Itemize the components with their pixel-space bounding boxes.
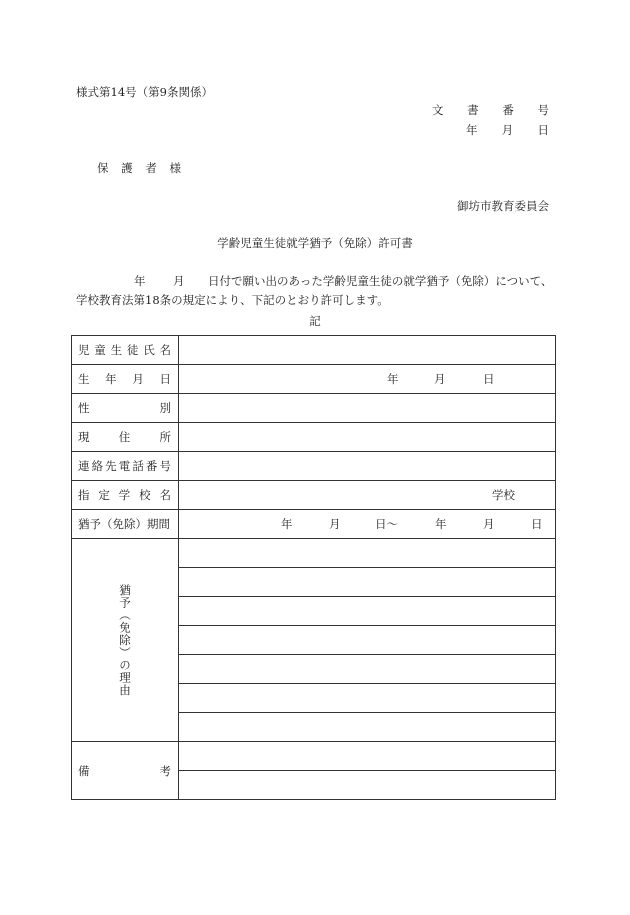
address-label: 現 住 所 [72, 423, 179, 452]
reason-line[interactable] [179, 539, 556, 568]
sex-field[interactable] [179, 394, 556, 423]
reason-line[interactable] [179, 684, 556, 713]
ki-marker: 記 [309, 314, 321, 328]
document-number-label: 文 書 番 号 [432, 103, 549, 117]
address-field[interactable] [179, 423, 556, 452]
school-label: 指 定 学 校 名 [72, 481, 179, 510]
form-id: 様式第14号（第9条関係） [76, 85, 213, 99]
table-row [72, 423, 556, 452]
issuer-name: 御坊市教育委員会 [457, 199, 549, 213]
body-line-1: 年 月 日付で願い出のあった学齢児童生徒の就学猶予（免除）について、 [134, 274, 553, 288]
table-row [72, 452, 556, 481]
permission-table [71, 335, 556, 800]
table-row [72, 394, 556, 423]
reason-line[interactable] [179, 597, 556, 626]
table-row [72, 539, 556, 568]
child-name-label: 児 童 生 徒 氏 名 [72, 336, 179, 365]
table-row [72, 336, 556, 365]
guardian-addressee: 保 護 者 様 [97, 161, 181, 175]
body-line-2: 学校教育法第18条の規定により、下記のとおり許可します。 [76, 293, 389, 307]
school-field[interactable]: 学校 [179, 481, 556, 510]
remarks-label: 備 考 [72, 742, 179, 800]
document-title: 学齢児童生徒就学猶予（免除）許可書 [217, 236, 413, 250]
birthdate-label: 生 年 月 日 [72, 365, 179, 394]
issue-date-label: 年 月 日 [466, 123, 549, 137]
reason-line[interactable] [179, 626, 556, 655]
period-label: 猶予（免除）期間 [72, 510, 179, 539]
period-field[interactable]: 年 月 日～ 年 月 日 [179, 510, 556, 539]
birthdate-field[interactable]: 年 月 日 [179, 365, 556, 394]
sex-label: 性 別 [72, 394, 179, 423]
table-row [72, 365, 556, 394]
table-row [72, 510, 556, 539]
reason-line[interactable] [179, 713, 556, 742]
reason-label: 猶予（免除）の理由 [72, 539, 179, 742]
table-row [72, 481, 556, 510]
table-row [72, 742, 556, 771]
remarks-line[interactable] [179, 771, 556, 800]
reason-line[interactable] [179, 655, 556, 684]
phone-label: 連 絡 先 電 話 番 号 [72, 452, 179, 481]
child-name-field[interactable] [179, 336, 556, 365]
reason-line[interactable] [179, 568, 556, 597]
remarks-line[interactable] [179, 742, 556, 771]
phone-field[interactable] [179, 452, 556, 481]
